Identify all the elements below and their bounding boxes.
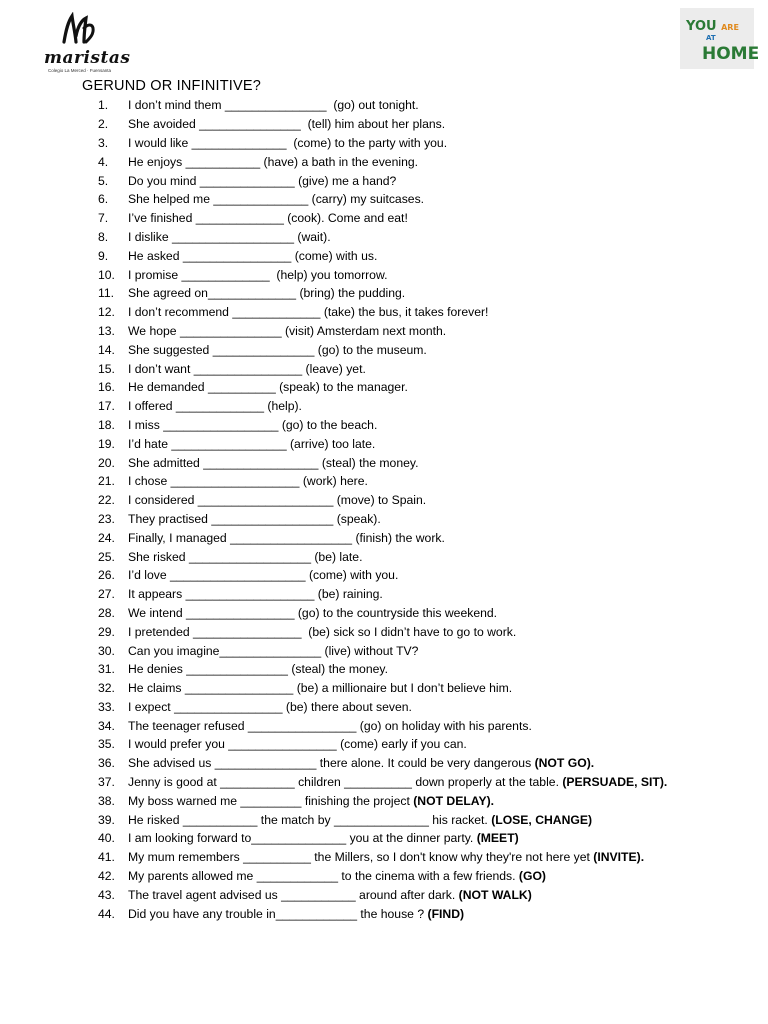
exercise-sentence: The travel agent advised us ___________ around after dark. [128, 887, 459, 902]
exercise-sentence: I offered _____________ (help). [128, 399, 302, 414]
exercise-sentence: He denies _______________ (steal) the money. [128, 662, 388, 677]
exercise-item [98, 904, 738, 923]
exercise-number: 10. [98, 267, 115, 282]
exercise-number: 35. [98, 737, 115, 752]
exercise-number: 8. [98, 229, 109, 244]
exercise-item [98, 754, 738, 773]
exercise-number: 18. [98, 417, 115, 432]
exercise-item [98, 322, 738, 341]
exercise-sentence: Do you mind ______________ (give) me a hand? [128, 173, 397, 188]
exercise-number: 27. [98, 587, 115, 602]
exercise-sentence: I pretended ________________ (be) sick so I didn’t have to go to work. [128, 624, 517, 639]
exercise-number: 20. [98, 455, 115, 470]
exercise-sentence: I chose ___________________ (work) here. [128, 474, 368, 489]
exercise-number: 31. [98, 662, 115, 677]
worksheet-title: GERUND OR INFINITIVE? [82, 78, 262, 94]
exercise-item [98, 604, 738, 623]
exercise-number: 39. [98, 812, 115, 827]
logo-word-are: ARE [721, 23, 739, 32]
exercise-number: 44. [98, 906, 115, 921]
exercise-sentence: I am looking forward to______________ you at the dinner party. [128, 831, 477, 846]
exercise-sentence: I expect ________________ (be) there about seven. [128, 699, 412, 714]
exercise-sentence: The teenager refused ________________ (go) on holiday with his parents. [128, 718, 532, 733]
exercise-sentence: We intend ________________ (go) to the countryside this weekend. [128, 605, 498, 620]
logo-subtitle: Colegio La Merced · Fuensanta [48, 68, 112, 73]
exercise-sentence: I’d hate _________________ (arrive) too late. [128, 436, 376, 451]
you-are-at-home-logo [680, 8, 760, 69]
exercise-number: 33. [98, 699, 115, 714]
maristas-emblem-icon [58, 12, 102, 48]
exercise-item [98, 228, 738, 247]
exercise-number: 40. [98, 831, 115, 846]
exercise-verb-hint: (LOSE, CHANGE) [491, 812, 593, 827]
exercise-sentence: I don’t recommend _____________ (take) the bus, it takes forever! [128, 305, 489, 320]
exercise-item [98, 848, 738, 867]
exercise-sentence: My mum remembers __________ the Millers, so I don't know why they're not here yet [128, 850, 594, 865]
exercise-sentence: Jenny is good at ___________ children __________ down properly at the table. [128, 775, 563, 790]
exercise-item [98, 660, 738, 679]
exercise-sentence: She avoided _______________ (tell) him about her plans. [128, 117, 446, 132]
exercise-sentence: Finally, I managed __________________ (finish) the work. [128, 530, 445, 545]
exercise-number: 30. [98, 643, 115, 658]
exercise-item [98, 829, 738, 848]
exercise-item [98, 152, 738, 171]
exercise-item [98, 190, 738, 209]
exercise-number: 13. [98, 323, 115, 338]
exercise-item [98, 641, 738, 660]
exercise-number: 25. [98, 549, 115, 564]
exercise-item [98, 679, 738, 698]
exercise-number: 7. [98, 211, 109, 226]
exercise-item [98, 773, 738, 792]
exercise-sentence: I promise _____________ (help) you tomorrow. [128, 267, 388, 282]
exercise-number: 11. [98, 286, 115, 301]
exercise-number: 43. [98, 887, 115, 902]
exercise-item [98, 566, 738, 585]
exercise-sentence: My parents allowed me ____________ to the cinema with a few friends. [128, 869, 519, 884]
exercise-item [98, 96, 738, 115]
exercise-sentence: I’d love ____________________ (come) with you. [128, 568, 399, 583]
exercise-number: 19. [98, 436, 115, 451]
exercise-sentence: Can you imagine_______________ (live) without TV? [128, 643, 419, 658]
exercise-sentence: She suggested _______________ (go) to the museum. [128, 342, 427, 357]
exercise-number: 14. [98, 342, 115, 357]
exercise-sentence: He demanded __________ (speak) to the manager. [128, 380, 408, 395]
exercise-number: 1. [98, 98, 109, 113]
exercise-item [98, 547, 738, 566]
exercise-item [98, 209, 738, 228]
exercise-verb-hint: (NOT WALK) [458, 887, 532, 902]
exercise-number: 37. [98, 775, 115, 790]
exercise-item [98, 867, 738, 886]
exercise-item [98, 115, 738, 134]
exercise-number: 22. [98, 493, 115, 508]
exercise-list [98, 96, 738, 923]
exercise-item [98, 434, 738, 453]
exercise-sentence: I’ve finished _____________ (cook). Come and eat! [128, 211, 408, 226]
exercise-sentence: She risked __________________ (be) late. [128, 549, 363, 564]
exercise-item [98, 134, 738, 153]
exercise-number: 32. [98, 681, 115, 696]
exercise-item [98, 359, 738, 378]
exercise-verb-hint: (NOT GO). [534, 756, 595, 771]
exercise-sentence: She helped me ______________ (carry) my suitcases. [128, 192, 425, 207]
exercise-number: 15. [98, 361, 115, 376]
exercise-item [98, 416, 738, 435]
exercise-item [98, 265, 738, 284]
exercise-item [98, 284, 738, 303]
exercise-number: 21. [98, 474, 115, 489]
exercise-sentence: She admitted _________________ (steal) the money. [128, 455, 419, 470]
exercise-sentence: It appears ___________________ (be) raining. [128, 587, 383, 602]
exercise-sentence: I considered ____________________ (move) to Spain. [128, 493, 427, 508]
exercise-sentence: My boss warned me _________ finishing the project [128, 793, 414, 808]
exercise-sentence: She advised us _______________ there alone. It could be very dangerous [128, 756, 535, 771]
exercise-number: 38. [98, 793, 115, 808]
exercise-item [98, 303, 738, 322]
exercise-sentence: He claims ________________ (be) a millionaire but I don’t believe him. [128, 681, 513, 696]
maristas-logo [44, 12, 131, 76]
exercise-verb-hint: (GO) [518, 869, 546, 884]
exercise-item [98, 698, 738, 717]
exercise-number: 42. [98, 869, 115, 884]
exercise-number: 28. [98, 605, 115, 620]
exercise-verb-hint: (NOT DELAY). [413, 793, 495, 808]
exercise-item [98, 585, 738, 604]
logo-word-at: AT [706, 34, 716, 42]
exercise-sentence: He asked ________________ (come) with us. [128, 248, 378, 263]
exercise-number: 17. [98, 399, 115, 414]
exercise-item [98, 453, 738, 472]
exercise-number: 5. [98, 173, 109, 188]
exercise-item [98, 246, 738, 265]
exercise-sentence: I would prefer you ________________ (come) early if you can. [128, 737, 467, 752]
exercise-item [98, 735, 738, 754]
exercise-sentence: We hope _______________ (visit) Amsterdam next month. [128, 323, 447, 338]
exercise-number: 4. [98, 154, 109, 169]
logo-word-home: HOME [702, 44, 760, 64]
exercise-number: 34. [98, 718, 115, 733]
exercise-item [98, 171, 738, 190]
exercise-number: 36. [98, 756, 115, 771]
exercise-number: 41. [98, 850, 115, 865]
logo-brand-text: maristas [44, 48, 131, 68]
exercise-sentence: I don’t mind them _______________ (go) out tonight. [128, 98, 419, 113]
exercise-sentence: He risked ___________ the match by ______________ his racket. [128, 812, 492, 827]
exercise-item [98, 622, 738, 641]
exercise-item [98, 810, 738, 829]
logo-line-1 [686, 20, 739, 33]
exercise-item [98, 885, 738, 904]
exercise-number: 2. [98, 117, 109, 132]
exercise-item [98, 397, 738, 416]
exercise-number: 26. [98, 568, 115, 583]
exercise-sentence: I would like ______________ (come) to the party with you. [128, 135, 448, 150]
exercise-number: 23. [98, 511, 115, 526]
logo-word-you: YOU [686, 19, 717, 34]
exercise-number: 3. [98, 135, 109, 150]
exercise-item [98, 378, 738, 397]
exercise-sentence: I miss _________________ (go) to the beach. [128, 417, 378, 432]
exercise-number: 16. [98, 380, 115, 395]
exercise-sentence: They practised __________________ (speak). [128, 511, 381, 526]
exercise-sentence: He enjoys ___________ (have) a bath in the evening. [128, 154, 419, 169]
exercise-sentence: Did you have any trouble in____________ the house ? [128, 906, 428, 921]
exercise-verb-hint: (FIND) [427, 906, 465, 921]
exercise-item [98, 491, 738, 510]
exercise-number: 24. [98, 530, 115, 545]
exercise-number: 29. [98, 624, 115, 639]
exercise-sentence: I dislike __________________ (wait). [128, 229, 331, 244]
exercise-verb-hint: (INVITE). [593, 850, 645, 865]
exercise-number: 6. [98, 192, 109, 207]
exercise-item [98, 510, 738, 529]
exercise-item [98, 791, 738, 810]
exercise-sentence: I don’t want ________________ (leave) yet. [128, 361, 366, 376]
exercise-item [98, 340, 738, 359]
exercise-item [98, 472, 738, 491]
exercise-verb-hint: (MEET) [476, 831, 519, 846]
exercise-sentence: She agreed on_____________ (bring) the pudding. [128, 286, 406, 301]
exercise-item [98, 716, 738, 735]
exercise-number: 12. [98, 305, 115, 320]
exercise-verb-hint: (PERSUADE, SIT). [562, 775, 668, 790]
exercise-item [98, 528, 738, 547]
exercise-number: 9. [98, 248, 109, 263]
